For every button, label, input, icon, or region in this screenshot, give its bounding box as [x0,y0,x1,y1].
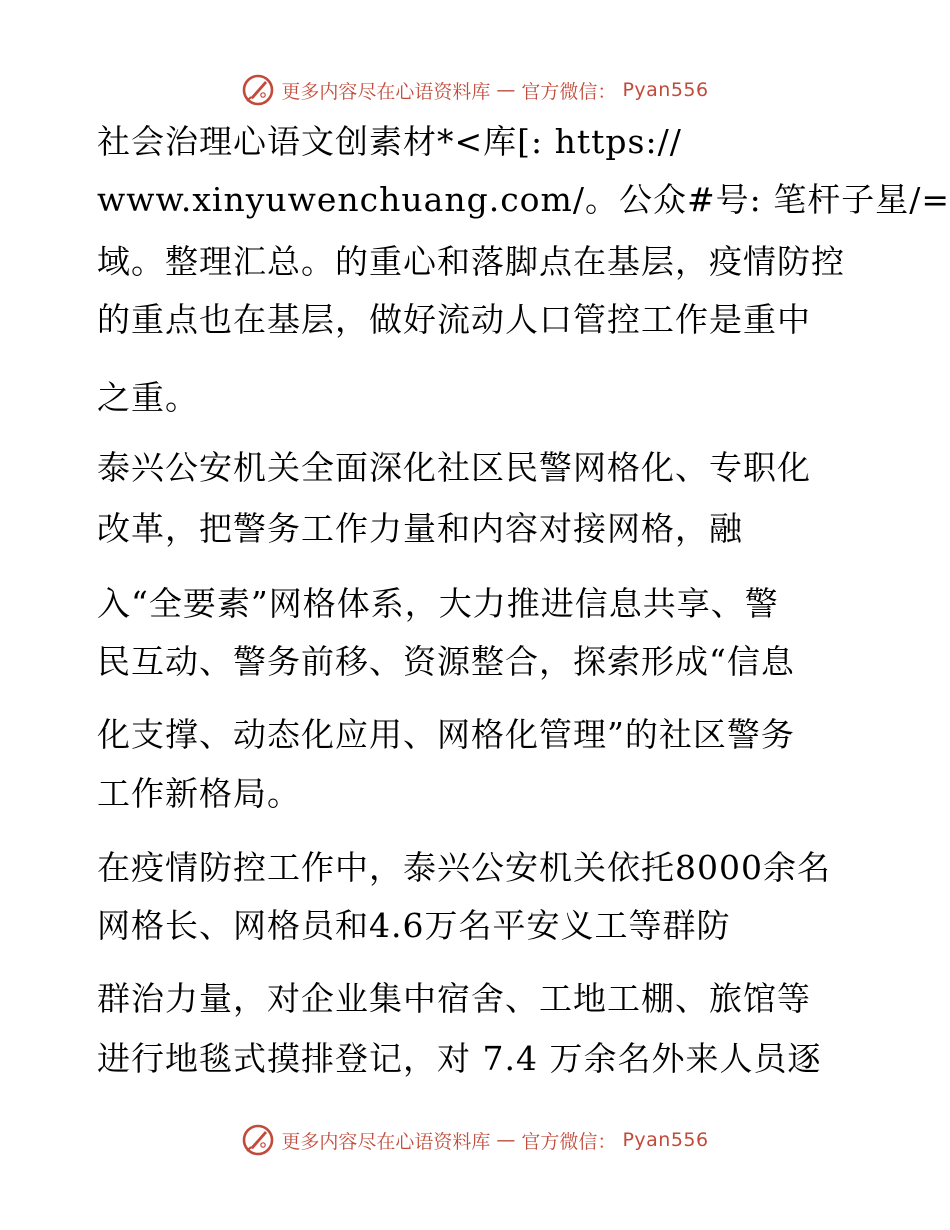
body-line-15: 进行地毯式摸排登记，对 7.4 万余名外来人员逐 [97,1039,822,1078]
body-line-1: 社会治理心语文创素材*<库[: https:// [97,122,682,161]
body-line-7: 改革，把警务工作力量和内容对接网格，融 [97,509,743,548]
body-line-14: 群治力量，对企业集中宿舍、工地工棚、旅馆等 [97,979,811,1018]
footer-banner-separator: — [496,1129,516,1151]
header-banner-text: 更多内容尽在心语资料库 [281,80,491,103]
header-banner [0,68,950,112]
body-line-5: 之重。 [97,378,199,417]
body-line-4: 的重点也在基层，做好流动人口管控工作是重中 [97,300,811,339]
body-line-13: 网格长、网格员和4.6万名平安义工等群防 [97,906,731,945]
header-wechat-label: 官方微信： [521,80,617,103]
quill-circle-logo-icon [241,1123,275,1157]
body-line-8: 入“全要素”网格体系，大力推进信息共享、警 [97,584,779,623]
quill-circle-logo-icon [241,73,275,107]
body-line-11: 工作新格局。 [97,774,301,813]
footer-banner-content [241,1123,708,1157]
body-line-9: 民互动、警务前移、资源整合，探索形成“信息 [97,642,795,681]
footer-wechat-id: Pyan556 [622,1129,709,1151]
footer-wechat-label: 官方微信： [521,1130,617,1153]
body-line-6: 泰兴公安机关全面深化社区民警网格化、专职化 [97,448,811,487]
body-line-10: 化支撑、动态化应用、网格化管理”的社区警务 [97,715,795,754]
header-banner-content [241,73,708,107]
header-wechat-id: Pyan556 [622,79,709,101]
footer-banner-text: 更多内容尽在心语资料库 [281,1130,491,1153]
body-line-2: www.xinyuwenchuang.com/。公众#号: 笔杆子星/= [97,180,950,219]
header-banner-separator: — [496,79,516,101]
footer-banner [0,1118,950,1162]
body-line-12: 在疫情防控工作中，泰兴公安机关依托8000余名 [97,848,831,887]
body-line-3: 域。整理汇总。的重心和落脚点在基层，疫情防控 [97,242,845,281]
